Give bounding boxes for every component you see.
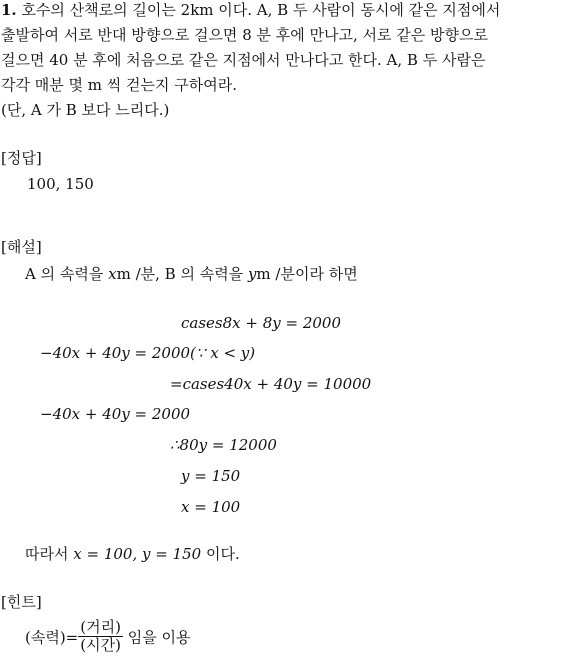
problem-line-4: 각각 매분 몇 m 씩 걷는지 구하여라. [1,76,237,94]
answer-text: 100, 150 [27,175,94,193]
hint-heading: [힌트] [1,593,42,611]
intro-x-var: x [108,265,117,283]
intro-part-c: m /분이라 하면 [256,265,358,283]
hint-numerator: (거리) [80,618,121,636]
answer-heading: [정답] [1,149,42,167]
problem-number: 1. [1,1,17,19]
equation-2: −40x + 40y = 2000(∵ x < y) [40,344,256,362]
problem-line-5: (단, A 가 B 보다 느리다.) [1,101,170,119]
problem-line-3: 걸으면 40 분 후에 처음으로 같은 지점에서 만나다고 한다. A, B 두 사람은 [1,51,486,69]
intro-part-b: m /분, B 의 속력을 [116,265,248,283]
hint-suffix: 임을 이용 [122,628,191,647]
equation-6: y = 150 [181,467,241,485]
equation-1: cases8x + 8y = 2000 [181,314,342,332]
conclusion-expr: x = 100, y = 150 [73,545,202,563]
conclusion [25,544,240,564]
hint-lhs: (속력)= [25,628,79,647]
equation-4: −40x + 40y = 2000 [40,405,191,423]
hint-fraction [78,619,123,654]
problem-text-1: 호수의 산책로의 길이는 2km 이다. A, B 두 사람이 동시에 같은 지점에서 [16,1,501,19]
intro-part-a: A 의 속력을 [25,265,109,283]
explanation-intro [25,264,358,284]
equation-7: x = 100 [181,498,241,516]
equation-5: ∴80y = 12000 [170,436,277,454]
problem-line-1 [1,0,500,20]
hint-denominator: (시간) [80,636,121,654]
explanation-heading: [해설] [1,238,42,256]
conclusion-part-a: 따라서 [25,545,74,563]
problem-line-2: 출발하여 서로 반대 방향으로 걸으면 8 분 후에 만나고, 서로 같은 방향으로 [1,26,488,44]
equation-3: =cases40x + 40y = 10000 [170,375,372,393]
intro-y-var: y [247,265,257,283]
conclusion-part-b: 이다. [201,545,240,563]
